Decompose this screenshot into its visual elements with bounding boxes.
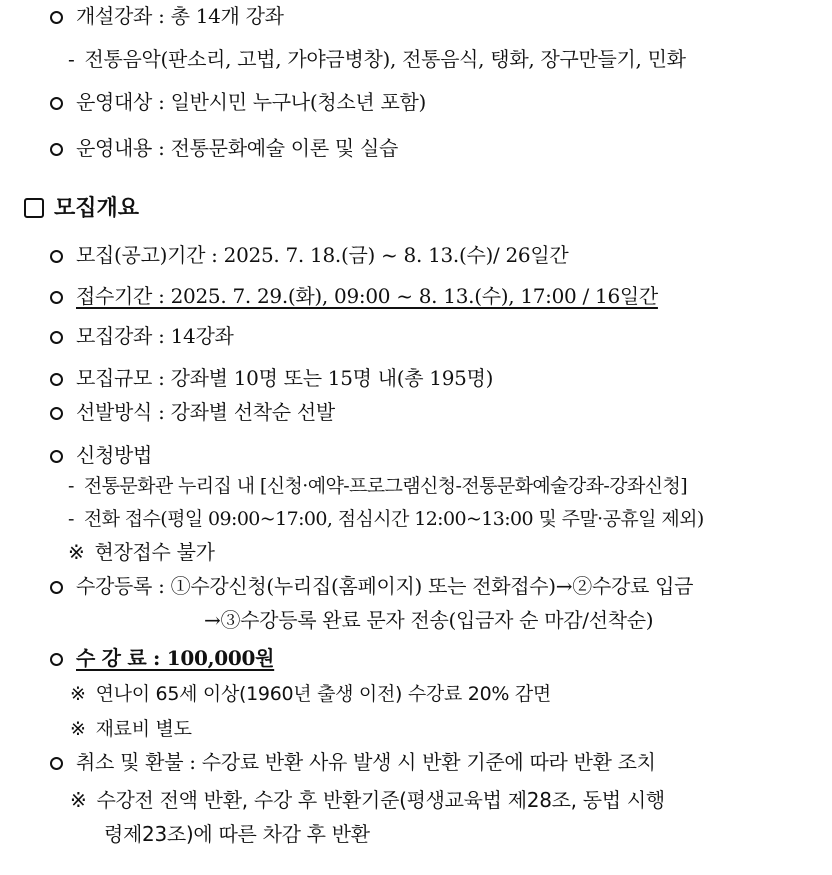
circle-bullet-icon [50,407,63,420]
registration-text-line2: →③수강등록 완료 문자 전송(입금자 순 마감/선착순) [204,608,654,632]
fee-item [50,644,274,672]
content-text: 운영내용 : 전통문화예술 이론 및 실습 [76,136,399,160]
registration-text-line1: 수강등록 : ①수강신청(누리집(홈페이지) 또는 전화접수)→②수강료 입금 [76,574,694,598]
circle-bullet-icon [50,331,63,344]
scale-item [50,364,493,392]
reference-mark-icon: ※ [70,788,87,812]
section-title-text: 모집개요 [54,196,140,221]
courses-item [50,322,234,350]
registration-continuation [204,606,653,634]
square-checkbox-icon [24,198,44,218]
registration-item [50,572,693,600]
scale-text: 모집규모 : 강좌별 10명 또는 15명 내(총 195명) [76,366,494,390]
circle-bullet-icon [50,653,63,666]
fee-discount-item [70,680,551,708]
courses-text: 모집강좌 : 14강좌 [76,324,234,348]
method-note-item [68,538,215,566]
refund-item [50,748,656,776]
method-online-item [68,472,687,500]
dash-marker: - [68,475,74,497]
dash-marker: - [68,47,75,71]
selection-item [50,398,335,426]
fee-material-text: 재료비 별도 [95,718,192,740]
refund-note-item [70,786,665,814]
application-period-text: 접수기간 : 2025. 7. 29.(화), 09:00 ~ 8. 13.(수), 17:00 / 16일간 [76,284,658,308]
target-text: 운영대상 : 일반시민 누구나(청소년 포함) [76,90,426,114]
method-phone-item [68,505,704,533]
circle-bullet-icon [50,250,63,263]
method-online-text: 전통문화관 누리집 내 [신청·예약-프로그램신청-전통문화예술강좌-강좌신청] [83,475,688,497]
courses-list-text: 전통음악(판소리, 고법, 가야금병창), 전통음식, 탱화, 장구만들기, 민화 [84,47,686,71]
courses-open-text: 개설강좌 : 총 14개 강좌 [76,4,284,28]
fee-material-item [70,715,192,743]
reference-mark-icon: ※ [70,683,86,705]
refund-note-text-line1: 수강전 전액 반환, 수강 후 반환기준(평생교육법 제28조, 동법 시행 [96,788,665,812]
dash-marker: - [68,508,74,530]
circle-bullet-icon [50,581,63,594]
fee-text: 수 강 료 : 100,000원 [76,646,275,670]
application-period-item [50,282,658,310]
method-title-item [50,441,152,469]
fee-discount-text: 연나이 65세 이상(1960년 출생 이전) 수강료 20% 감면 [95,683,551,705]
circle-bullet-icon [50,373,63,386]
reference-mark-icon: ※ [70,718,86,740]
refund-note-continuation [104,820,370,848]
circle-bullet-icon [50,450,63,463]
circle-bullet-icon [50,291,63,304]
refund-text: 취소 및 환불 : 수강료 반환 사유 발생 시 반환 기준에 따라 반환 조치 [76,750,656,774]
refund-note-text-line2: 령제23조)에 따른 차감 후 반환 [104,822,370,846]
method-title-text: 신청방법 [76,443,153,467]
circle-bullet-icon [50,757,63,770]
method-note-text: 현장접수 불가 [94,540,215,564]
section-title-recruit [24,193,139,225]
courses-list-item [68,45,686,73]
circle-bullet-icon [50,97,63,110]
target-item [50,88,426,116]
circle-bullet-icon [50,143,63,156]
courses-open-item [50,2,284,30]
content-item [50,134,398,162]
method-phone-text: 전화 접수(평일 09:00~17:00, 점심시간 12:00~13:00 및 주말·공휴일 제외) [83,508,704,530]
circle-bullet-icon [50,11,63,24]
period-item [50,241,568,269]
reference-mark-icon: ※ [68,540,85,564]
period-text: 모집(공고)기간 : 2025. 7. 18.(금) ~ 8. 13.(수)/ 26일간 [76,243,569,267]
selection-text: 선발방식 : 강좌별 선착순 선발 [76,400,335,424]
